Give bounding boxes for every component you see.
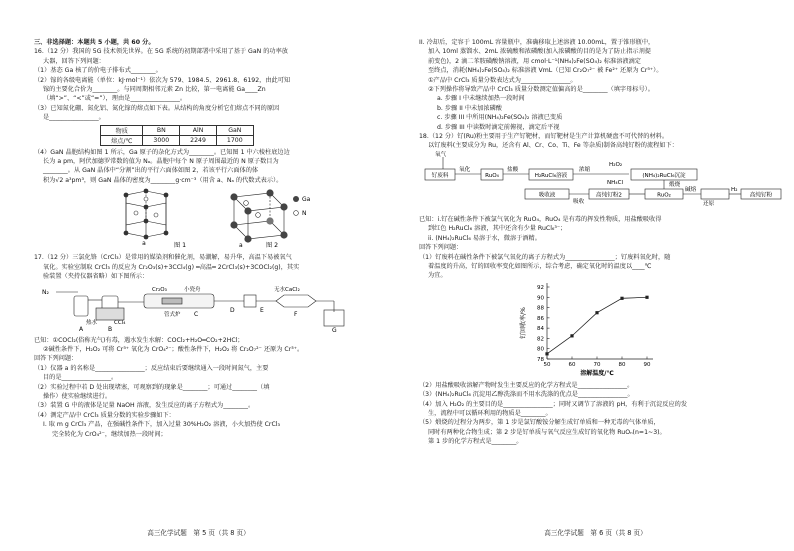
q18-line: 以钌废料(主要成分为 Ru，还含有 Al、Cr、Co、Ti、Fe 等杂质)制备高纯钌粉的流程如下： xyxy=(428,142,678,150)
x-tick-label: 80 xyxy=(618,361,626,368)
q17-line: 完全转化为 CrO₄²⁻，继续加热一段时间； xyxy=(52,430,167,438)
q16-line: （1）基态 Ga 核了的价电子排布式________。 xyxy=(34,67,162,75)
app-label: 热水 xyxy=(86,319,98,326)
q17-ii-line: 前变色)，2 滴二苯胺磺酸钠溶液，用 cmol·L⁻¹(NH₄)₂Fe(SO₄)₂ 标准溶液滴定 xyxy=(428,57,641,65)
recovery-chart-svg xyxy=(419,281,783,377)
q17-ii-line: ②下列操作将导致产品中 CrCl₃ 质量分数测定值偏高的是________（填字母标号）。 xyxy=(428,86,654,94)
question-16 xyxy=(34,47,389,185)
x-tick-label: 70 xyxy=(593,361,601,368)
y-tick-label: 82 xyxy=(537,336,544,343)
table-cell: 1700 xyxy=(216,135,253,145)
app-label: 管式炉 xyxy=(164,311,181,318)
q18-line: 回答下列问题： xyxy=(419,244,463,252)
table-header: AlN xyxy=(180,125,217,135)
q17-line: 17.（12 分）三氯化铬（CrCl₃）是常用的媒染剂和催化剂，易潮解，易升华，高温下易被氧气 xyxy=(34,254,292,262)
question-18 xyxy=(419,132,784,151)
q17-option: a. 步骤 I 中未继续加热一段时间 xyxy=(437,95,525,103)
q17-ii-line: 加入 10ml 蒸馏水、2mL 浓硫酸和浓磷酸(加入浓磷酸的目的是为了防止指示剂提 xyxy=(428,48,651,56)
app-label: 小瓷舟 xyxy=(184,286,201,293)
q18-line: （3）(NH₄)₂RuCl₆ 沉淀用乙醇洗涤而不用水洗涤的优点是________________。 xyxy=(419,391,634,399)
flow-label: H₂O₂ xyxy=(609,161,623,168)
flow-box: 高纯钌粉2 xyxy=(596,192,622,199)
data-point xyxy=(620,296,623,299)
q16-line: 是________________。 xyxy=(43,114,105,122)
data-point xyxy=(595,311,598,314)
app-label: C xyxy=(194,310,199,318)
table-header: GaN xyxy=(216,125,253,135)
flow-box: H₂RuCl₆溶液 xyxy=(534,172,568,179)
flow-label: 氧化 xyxy=(459,166,471,173)
fig2-a-label: a xyxy=(239,242,243,250)
q18-line: （5）煅烧的过程分为两步，第 1 步是氯钌酸铵分解生成钌单质和一种无毒的气体单质， xyxy=(419,419,660,427)
flow-box: 钌废料 xyxy=(431,172,449,179)
q17-option: d. 步骤 III 中读数时滴定前俯视，滴定后平视 xyxy=(437,123,560,131)
q18-line: 到红色 H₂RuCl₆ 溶液，其中还含有少量 RuCl₆³⁻； xyxy=(428,225,567,233)
x-tick-label: 90 xyxy=(643,361,651,368)
flow-box: 高纯钌粉 xyxy=(749,192,773,199)
q17-line: 验装置（夹持仪器省略）如下图所示： xyxy=(43,273,149,281)
app-label: B xyxy=(108,325,113,332)
process-flow-diagram xyxy=(419,151,783,211)
q18-line: （2）用盐酸吸收溶解产物时发生主要反应的化学方程式是________________。 xyxy=(419,381,634,389)
flow-box: RuO₄ xyxy=(485,172,499,179)
crystal-figures xyxy=(34,185,394,249)
question-17 xyxy=(34,253,389,281)
flow-arrow-label: 吸收 xyxy=(573,198,585,205)
q16-line: （3）已知氮化硼、氮化铝、氮化镓的熔点如下表。从结构的角度分析它们熔点不同的原因 xyxy=(34,104,280,112)
table-cell: 2249 xyxy=(180,135,217,145)
q17-line: （1）仪器 a 的名称是________________；反应结束后要继续通入一段时间氮气，主要 xyxy=(34,364,269,372)
table-cell: 3000 xyxy=(143,135,180,145)
page-footer-left: 高三化学试题 第 5 页（共 8 页） xyxy=(147,529,250,537)
q18-line: 18.（12 分）钌(Ru)粉主要用于生产钌靶材，而钌靶材是生产计算机硬盘不可代替的材料。 xyxy=(419,133,669,141)
app-label: E xyxy=(260,306,264,314)
app-label: A xyxy=(79,325,84,332)
q17-ii-line: ①产品中 CrCl₃ 质量分数表达式为________________。 xyxy=(428,76,577,84)
q17-ii-line: 至终点，消耗(NH₄)₂Fe(SO₄)₂ 标准溶液 VmL（已知 Cr₂O₇²⁻ 被 Fe²⁺ 还原为 Cr³⁺）。 xyxy=(428,67,663,75)
question-18-parts xyxy=(419,381,784,447)
melting-point-table xyxy=(100,125,254,146)
q17-line: 氧化。实验室制取 CrCl₃ 的反应为 Cr₂O₃(s)+3CCl₄(g) ═高温═ 2CrCl₃(s)+3COCl₂(g)，其实 xyxy=(43,263,300,271)
x-tick-label: 50 xyxy=(543,361,551,368)
flow-box: RuO₂ xyxy=(657,192,671,199)
q17-line: 操作）使实验继续进行。 xyxy=(43,392,112,400)
q16-line: （4）GaN 晶胞结构如图 1 所示，Ga 原子的杂化方式为________。已知图 1 中六棱柱底边边 xyxy=(34,148,290,156)
x-tick-label: 60 xyxy=(568,361,576,368)
y-tick-label: 92 xyxy=(537,284,544,291)
x-axis-label: 溶解温度/℃ xyxy=(580,369,614,377)
table-cell: 熔点/℃ xyxy=(101,135,143,145)
q17-line: 目的是________________。 xyxy=(43,374,118,382)
y-axis-label: 钌回收率/% xyxy=(520,306,527,339)
question-17-continued xyxy=(34,336,389,439)
table-header: BN xyxy=(143,125,180,135)
y-tick-label: 78 xyxy=(537,356,544,363)
q18-line: （1）钌废料在碱性条件下被氯气氧化的离子方程式为________________；钌废料氧化时，随 xyxy=(419,253,671,261)
app-label: N₂ xyxy=(42,288,49,296)
y-tick-label: 90 xyxy=(537,295,544,302)
q18-line: ii. (NH₄)₂RuCl₆ 易溶于水，微溶于酒精。 xyxy=(428,234,541,242)
fig1-caption: 图 1 xyxy=(174,242,187,250)
y-tick-label: 80 xyxy=(537,346,544,353)
table-header: 物质 xyxy=(101,125,143,135)
flow-label: 浓缩 xyxy=(579,166,591,173)
page-footer-right: 高三化学试题 第 6 页（共 8 页） xyxy=(544,529,647,537)
q17-line: 回答下列问题： xyxy=(34,355,78,363)
y-tick-label: 84 xyxy=(537,325,544,332)
right-page xyxy=(397,0,794,551)
q16-line: （2）镓的各级电离能（单位：kJ·mol⁻¹）依次为 579、1984.5、2961.8、6192，由此可知 xyxy=(34,76,291,84)
q16-line: 长为 a pm，阿伏加德罗常数的值为 Nₐ。晶胞中每个 N 原子周围最近的 N 原子数目为 xyxy=(43,158,279,166)
app-label: G xyxy=(332,326,337,332)
y-tick-label: 86 xyxy=(537,315,544,322)
legend-n-atom xyxy=(294,211,299,216)
question-18-known xyxy=(419,215,784,281)
app-label: Cr₂O₃ xyxy=(152,286,167,293)
flow-label: 盐酸 xyxy=(507,166,519,173)
flow-box: (NH₄)₂RuCl₆沉淀 xyxy=(642,172,686,179)
fig2-caption: 图 2 xyxy=(266,242,279,250)
q17-line: （4）测定产品中 CrCl₃ 质量分数的实验步骤如下： xyxy=(34,411,175,419)
fig1-a-label: a xyxy=(142,240,146,248)
q17-ii-line: II. 冷却后，定容于 100mL 容量瓶中，准确移取上述溶液 10.00mL，置于锥形瓶中， xyxy=(419,39,655,46)
q17-line: ②碱性条件下，H₂O₂ 可将 Cr³⁺ 氧化为 CrO₄²⁻；酸性条件下，H₂O₂ 将 Cr₂O₇²⁻ 还原为 Cr³⁺。 xyxy=(43,345,304,353)
q17-line: （3）装置 G 中的液体是足量 NaOH 溶液，发生反应的离子方程式为________。 xyxy=(34,402,255,410)
data-point xyxy=(545,352,548,355)
legend-n-label: N xyxy=(302,210,307,218)
flow-arrow-label: 还原 xyxy=(703,200,715,207)
apparatus-diagram xyxy=(34,282,394,332)
recovery-line xyxy=(547,297,647,354)
legend-ga-atom xyxy=(293,196,299,202)
app-label: 无水CaCl₂ xyxy=(274,286,300,293)
q16-line: 积为√2 a³pm³，则 GaN 晶体的密度为________g·cm⁻³（用含 a、Nₐ 的代数式表示）。 xyxy=(43,176,283,184)
q17-line: I. 取 m g CrCl₃ 产品，在强碱性条件下，加入过量 30%H₂O₂ 溶液，小火加热使 CrCl₃ xyxy=(43,421,280,429)
q18-line: （4）加入 H₂O₂ 的主要目的是________________；同时又调节了溶液的 pH，有利于沉淀反应的发 xyxy=(419,400,688,408)
data-point xyxy=(645,295,648,298)
q16-line: （填“>”、“<”或“=”），理由是________________。 xyxy=(43,95,187,103)
question-17-step-ii xyxy=(419,38,784,132)
flow-label: 煅烧 xyxy=(669,181,681,188)
q18-line: 生，流程中可以循环利用的物质是________。 xyxy=(428,409,552,417)
data-point xyxy=(570,334,573,337)
q18-line: 为宜。 xyxy=(428,272,447,280)
q17-line: （2）实验过程中若 D 处出现堵塞，可观察到的现象是________；可通过________（填 xyxy=(34,383,270,391)
q16-line: 镓的主要化合价为________。与同周期相邻元素 Zn 比较，第一电离能 Ga____Zn xyxy=(43,86,266,94)
app-label: F xyxy=(294,310,298,318)
q18-line: 着温度的升高，钌的回收率变化如图所示，综合考虑，确定氧化时的温度以____℃ xyxy=(428,262,652,270)
fig2-atoms xyxy=(230,190,287,243)
y-tick-label: 88 xyxy=(537,305,544,312)
q17-option: b. 步骤 II 中未加浓磷酸 xyxy=(437,104,502,112)
flow-label: 氧气 xyxy=(435,151,447,158)
flow-box: 吸收液 xyxy=(538,192,556,199)
legend-ga-label: Ga xyxy=(302,196,311,204)
q17-option: c. 步骤 III 中所用(NH₄)₂Fe(SO₄)₂ 溶液已变质 xyxy=(437,114,563,122)
q16-line: ________。从 GaN 晶体中“分割”出的平行六面体如图 2，若该平行六面体的体 xyxy=(43,167,259,175)
flow-label: H₂ xyxy=(731,186,738,193)
q16-line: 大器，回答下列问题： xyxy=(43,57,105,65)
app-label: D xyxy=(230,306,235,314)
q18-line: 同时有两种化合物生成；第 2 步是钌单质与氧气反应生成钌的氧化物 RuOₙ(n=1~3)。 xyxy=(428,428,666,436)
section-heading: 三、非选择题：本题共 5 小题，共 60 分。 xyxy=(34,39,155,46)
q18-line: 第 1 步的化学方程式是________。 xyxy=(428,438,523,446)
q18-line: 已知：i.钌在碱性条件下被氯气氧化为 RuO₄，RuO₄ 是有毒的挥发性物质，用盐酸吸收得 xyxy=(419,215,662,223)
app-label: CCl₄ xyxy=(114,319,126,326)
recovery-rate-chart xyxy=(419,281,784,381)
q16-line: 16.（12 分）我国的 5G 技术领先世界。在 5G 系统的初期部署中采用了基于 GaN 的功率放 xyxy=(34,48,288,56)
q17-line: 已知：①COCl₂(俗称光气)有毒，遇水发生水解：COCl₂+H₂O═CO₂+2HCl； xyxy=(34,336,244,344)
flow-label: NH₄Cl xyxy=(607,179,624,186)
flow-arrow-label: 碱熔 xyxy=(685,186,697,193)
